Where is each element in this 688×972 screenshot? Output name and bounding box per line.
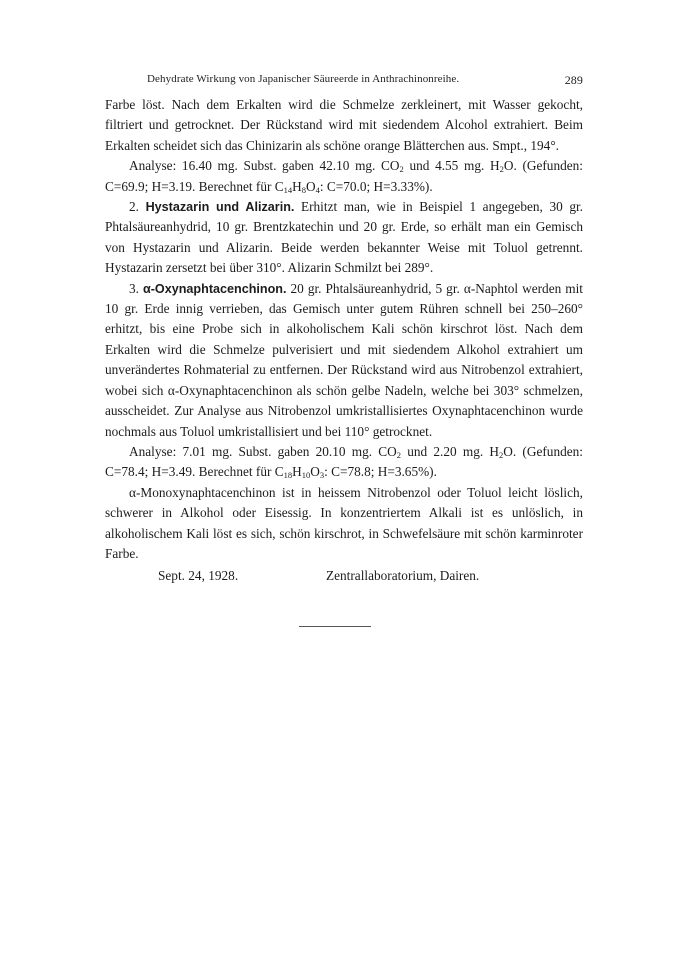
paragraph-example-3 [105,279,583,442]
page-number: 289 [564,73,583,87]
example-number: 2. [129,199,146,215]
signature-line [105,566,583,586]
analysis-text: und 4.55 mg. H [403,158,500,174]
body-text [105,95,583,587]
paragraph-preparation-end: Farbe löst. Nach dem Erkalten wird die Schmelze zerkleinert, mit Wasser gekocht, filtriert und getrocknet. Der Rückstand wird mit siedendem Alcohol extrahiert. Beim Erkalten scheidet sich das Chinizarin als schöne orange Blätterchen aus. Smpt., 194°. [105,97,583,153]
subscript: 2 [396,449,401,460]
subscript: 2 [399,164,404,175]
analysis-text: : C=70.0; H=3.33%). [319,178,433,194]
subscript: 10 [301,470,311,481]
analysis-text: O [310,464,320,480]
paragraph-solubility: α-Monoxynaphtacenchinon ist in heissem Nitrobenzol oder Toluol leicht löslich, schwerer in Alkohol oder Eisessig. In konzentriertem Alkali ist es unlöslich, in alkoholischem Kali löst es sich, schön kirschrot, in Schwefelsäure mit schön karminroter Farbe. [105,484,583,561]
analysis-text: O [305,178,316,194]
analysis-text: O. (Gefunden: C=69.9; H=3.19. Berechnet für C [105,158,583,194]
subscript: 2 [499,449,504,460]
paragraph-example-2 [105,197,583,279]
paragraph-analysis-oxynaphtacenchinon [105,442,583,483]
signature-date: Sept. 24, 1928. [158,568,239,584]
example-heading: α-Oxynaphtacenchinon. [143,281,287,296]
analysis-text: und 2.20 mg. H [401,443,500,459]
subscript: 3 [319,470,325,481]
running-title: Dehydrate Wirkung von Japanischer Säureerde in Anthrachinonreihe. [147,73,460,85]
example-body: 20 gr. Phtalsäureanhydrid, 5 gr. α-Naphtol werden mit 10 gr. Erde innig verrieben, das Gemisch unter gutem Rühren schnell bei 250–260° erhitzt, bis eine Probe sich in alkoholischem Kali schön kirschrot löst. Nach dem Erkalten wird die Schmelze pulverisiert und mit siedendem Alkohol extrahiert um unverändertes Rohmaterial zu entfernen. Der Rückstand wird aus Nitrobenzol extrahiert, wobei sich α-Oxynaphtacenchinon als schön gelbe Nadeln, welche bei 303° schmelzen, ausscheidet. Zur Analyse aus Nitrobenzol umkristallisiertes Oxynaphtacenchinon wurde nochmals aus Toluol umkristallisiert und bei 110° getrocknet. [105,280,584,439]
analysis-text: : C=78.8; H=3.65%). [324,464,437,480]
analysis-text: O. (Gefunden: C=78.4; H=3.49. Berechnet für C [105,443,583,480]
analysis-text: H [292,178,302,194]
example-heading: Hystazarin und Alizarin. [145,200,295,215]
subscript: 2 [499,164,504,175]
signature-place: Zentrallaboratorium, Dairen. [326,568,480,584]
end-rule [299,626,371,627]
subscript: 18 [283,470,293,481]
analysis-text: Analyse: 16.40 mg. Subst. gaben 42.10 mg. CO [129,158,400,174]
analysis-text: H [292,464,302,480]
subscript: 14 [283,184,293,195]
example-body: Erhitzt man, wie in Beispiel 1 angegeben, 30 gr. Phtalsäureanhydrid, 10 gr. Brentzkatechin und 20 gr. Erde, so erhält man ein Gemisch von Hystazarin und Alizarin. Beide werden bekannter Weise mit Toluol getrennt. Hystazarin zersetzt bei über 310°. Alizarin Schmilzt bei 289°. [105,199,583,276]
paragraph-analysis-chinizarin [105,156,583,197]
example-number: 3. [129,280,143,296]
subscript: 4 [315,184,320,195]
analysis-text: Analyse: 7.01 mg. Subst. gaben 20.10 mg. CO [129,443,397,459]
subscript: 8 [301,184,306,195]
